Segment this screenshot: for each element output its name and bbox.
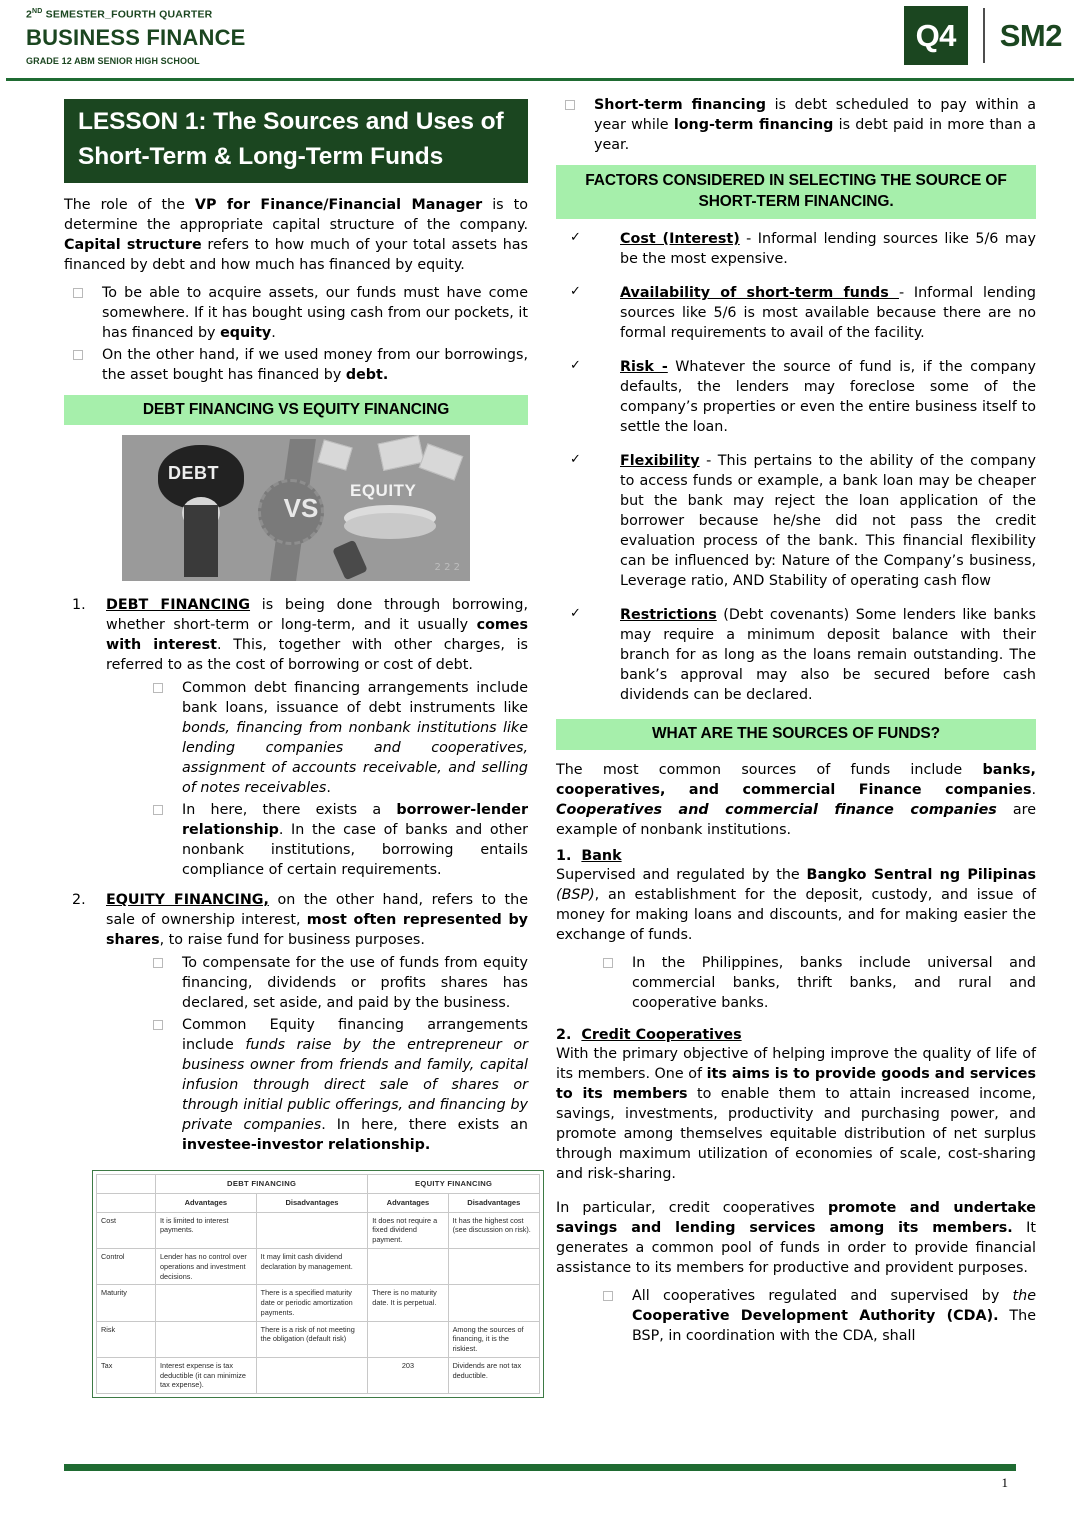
table-row [97, 1249, 540, 1285]
list-item: Common debt financing arrangements include bank loans, issuance of debt instruments like bonds, financing from nonbank institutions like lending companies and cooperatives, assignment of accounts receivable, and selling of notes receivables. [144, 678, 528, 798]
list-item: ✓ Availability of short-term funds - Informal lending sources like 5/6 is most available because there are no formal requirements to avail of the facility. [556, 283, 1036, 343]
debt-label: DEBT [168, 463, 219, 484]
table-row [97, 1212, 540, 1248]
left-column [18, 95, 531, 1398]
table-sub-header: Disadvantages [256, 1193, 368, 1212]
table-cell: It is limited to interest payments. [156, 1212, 257, 1248]
table-row-label: Maturity [97, 1285, 156, 1321]
table-cell [368, 1249, 448, 1285]
factor-heading: Restrictions [620, 607, 717, 624]
badge-divider [983, 8, 985, 63]
coop-sub-bullet-list [594, 1286, 1036, 1346]
debt-equity-comparison-table [96, 1174, 540, 1395]
subject-title: BUSINESS FINANCE [26, 24, 246, 50]
factors-list [556, 229, 1036, 705]
bank-sub-bullet-list [594, 953, 1036, 1013]
intro-paragraph: The role of the VP for Finance/Financial Manager is to determine the appropriate capital structure of the company. Capital structure refers to how much of your total assets has financed by debt and how much has financed by equity. [64, 196, 528, 273]
semester-label: 2ND SEMESTER_FOURTH QUARTER [26, 8, 213, 21]
list-item: ✓ Cost (Interest) - Informal lending sources like 5/6 may be the most expensive. [556, 229, 1036, 269]
table-cell: Dividends are not tax deductible. [448, 1357, 539, 1393]
list-item: ✓ Flexibility - This pertains to the ability of the company to access funds or example, a bank loan may be cheaper but the bank may reject the loan application of the borrower because he/she did not pass the credit evaluation process of the bank. This financial flexibility can be influenced by: Nature of the Company’s business, Leverage ratio, AND Stability of operating cash flow [556, 451, 1036, 591]
item-heading: DEBT FINANCING [106, 597, 251, 614]
coin-stack-icon [344, 513, 436, 539]
list-item: To be able to acquire assets, our funds must have come somewhere. If it has bought using cash from our pockets, it has financed by equity. [64, 283, 528, 343]
paper-icon [317, 439, 352, 470]
list-item: In here, there exists a borrower-lender relationship. In the case of banks and other nonbank institutions, borrowing entails compliance of certain requirements. [144, 800, 528, 880]
semester-badge: SM2 [999, 17, 1062, 53]
list-item: Common Equity financing arrangements include funds raise by the entrepreneur or business owner from friends and family, capital infusion through direct sale of shares or through initial public offerings, and financing by private companies. In here, there exists an investee-investor relationship. [144, 1015, 528, 1155]
table-sub-blank [97, 1193, 156, 1212]
sub-bullet-list [144, 953, 528, 1155]
right-column [556, 95, 1044, 1398]
table-row [97, 1285, 540, 1321]
grade-level-label: GRADE 12 ABM SENIOR HIGH SCHOOL [26, 55, 200, 66]
table-cell [156, 1285, 257, 1321]
table-cell: 203 [368, 1357, 448, 1393]
page-number: 1 [1001, 1475, 1008, 1490]
page-columns [0, 81, 1080, 1398]
table-row-label: Tax [97, 1357, 156, 1393]
list-item: All cooperatives regulated and supervised by the Cooperative Development Authority (CDA). The BSP, in coordination with the CDA, shall [594, 1286, 1036, 1346]
coin-dots-label: 2 2 2 [434, 562, 460, 574]
table-cell: There is a specified maturity date or periodic amortization payments. [256, 1285, 368, 1321]
table-cell [448, 1285, 539, 1321]
table-cell [368, 1321, 448, 1357]
table-group-header-row [97, 1174, 540, 1193]
item-heading: EQUITY FINANCING, [106, 892, 269, 909]
table-cell: Lender has no control over operations and investment decisions. [156, 1249, 257, 1285]
table-cell [256, 1212, 368, 1248]
header-badges [904, 6, 1062, 65]
quarter-badge: Q4 [904, 6, 968, 65]
source-item-heading-bank: 1. Bank [556, 847, 622, 864]
table-cell [448, 1249, 539, 1285]
factor-heading: Flexibility [620, 452, 700, 469]
paper-icon [419, 443, 464, 480]
table-cell: There is no maturity date. It is perpetual. [368, 1285, 448, 1321]
table-sub-header: Disadvantages [448, 1193, 539, 1212]
comparison-table-wrapper [92, 1170, 544, 1399]
phone-icon [332, 540, 368, 581]
short-long-term-bullet [556, 95, 1036, 155]
page-header [0, 0, 1080, 72]
financing-types-list [64, 595, 528, 1155]
intro-bullet-list [64, 283, 528, 385]
debt-vs-equity-illustration [122, 435, 470, 581]
banner-sources-of-funds: WHAT ARE THE SOURCES OF FUNDS? [556, 719, 1036, 749]
factor-heading: Cost (Interest) [620, 230, 740, 247]
table-sub-header: Advantages [368, 1193, 448, 1212]
table-row-label: Risk [97, 1321, 156, 1357]
list-item: Short-term financing is debt scheduled to pay within a year while long-term financing is debt paid in more than a year. [556, 95, 1036, 155]
sources-intro-paragraph: The most common sources of funds include banks, cooperatives, and commercial Finance companies. Cooperatives and commercial finance companies are example of nonbank institutions. [556, 761, 1037, 838]
paper-icon [378, 435, 425, 471]
list-item: ✓ Restrictions (Debt covenants) Some lenders like banks may require a minimum deposit balance with their branch for as long as the loans remain outstanding. The bank’s approval may also be secured before cash dividends can be declared. [556, 605, 1036, 705]
table-cell: Interest expense is tax deductible (it can minimize tax expense). [156, 1357, 257, 1393]
table-sub-header-row [97, 1193, 540, 1212]
vs-label: VS [283, 493, 319, 524]
table-cell: It may limit cash dividend declaration by management. [256, 1249, 368, 1285]
table-group-equity: EQUITY FINANCING [368, 1174, 540, 1193]
table-cell: There is a risk of not meeting the obligation (default risk) [256, 1321, 368, 1357]
table-cell: It has the highest cost (see discussion on risk). [448, 1212, 539, 1248]
table-cell [256, 1357, 368, 1393]
banner-debt-vs-equity: DEBT FINANCING VS EQUITY FINANCING [64, 395, 528, 425]
banner-factors: FACTORS CONSIDERED IN SELECTING THE SOURCE OF SHORT-TERM FINANCING. [556, 165, 1036, 219]
footer-rule [64, 1464, 1016, 1471]
list-item: ✓ Risk - Whatever the source of fund is, if the company defaults, the lenders may foreclose some of the company’s properties or even the entire business itself to settle the loan. [556, 357, 1036, 437]
factor-heading: Availability of short-term funds [620, 284, 899, 301]
page-footer [0, 1464, 1080, 1491]
list-item: To compensate for the use of funds from equity financing, dividends or profits shares has declared, set aside, and paid by the business. [144, 953, 528, 1013]
table-sub-header: Advantages [156, 1193, 257, 1212]
table-cell: Among the sources of financing, it is the riskiest. [448, 1321, 539, 1357]
sub-bullet-list [144, 678, 528, 880]
header-branding [26, 8, 246, 66]
source-item-heading-coop: 2. Credit Cooperatives [556, 1026, 742, 1043]
person-body-shape [184, 505, 218, 577]
list-item: DEBT FINANCING is being done through borrowing, whether short-term or long-term, and it usually comes with interest. This, together with other charges, is referred to as the cost of borrowing or cost of debt. Common debt financing arrangements include bank loans, issuance of debt instruments like bonds, financing from nonbank institutions like lending companies and cooperatives, assignment of accounts receivable, and selling of notes receivables. In here, there exists a borrower-lender relationship. In the case of banks and other nonbank institutions, borrowing entails compliance of certain requirements. [64, 595, 528, 880]
table-row [97, 1321, 540, 1357]
table-cell: It does not require a fixed dividend payment. [368, 1212, 448, 1248]
list-item: EQUITY FINANCING, on the other hand, refers to the sale of ownership interest, most often represented by shares, to raise fund for business purposes. To compensate for the use of funds from equity financing, dividends or profits shares has declared, set aside, and paid by the business. Common Equity financing arrangements include funds raise by the entrepreneur or business owner from friends and family, capital infusion through direct sale of shares or through initial public offerings, and financing by private companies. In here, there exists an investee-investor relationship. [64, 890, 528, 1155]
lesson-title-box: LESSON 1: The Sources and Uses of Short-Term & Long-Term Funds [64, 99, 528, 183]
table-row-label: Control [97, 1249, 156, 1285]
coop-paragraph-2: In particular, credit cooperatives promote and undertake savings and lending services among its members. It generates a common pool of funds in order to provide financial assistance to its members for productive and provident purposes. [556, 1199, 1036, 1276]
table-group-debt: DEBT FINANCING [156, 1174, 368, 1193]
table-row-label: Cost [97, 1212, 156, 1248]
table-row [97, 1357, 540, 1393]
table-cell [156, 1321, 257, 1357]
table-corner-cell [97, 1174, 156, 1193]
factor-heading: Risk - [620, 358, 668, 375]
list-item: On the other hand, if we used money from our borrowings, the asset bought has financed by debt. [64, 345, 528, 385]
bank-paragraph: Supervised and regulated by the Bangko Sentral ng Pilipinas (BSP), an establishment for the deposit, custody, and issue of money for making loans and discounts, and for making easier the exchange of funds. [556, 866, 1036, 943]
equity-label: EQUITY [350, 481, 417, 501]
list-item: In the Philippines, banks include universal and commercial banks, thrift banks, and rural and cooperative banks. [594, 953, 1036, 1013]
coop-paragraph-1: With the primary objective of helping improve the quality of life of its members. One of its aims is to provide goods and services to its members to enable them to attain increased income, savings, investments, productivity and purchasing power, and promote among themselves equitable distribution of net surplus through maximum utilization of economies of scale, cost-sharing and risk-sharing. [556, 1045, 1036, 1182]
